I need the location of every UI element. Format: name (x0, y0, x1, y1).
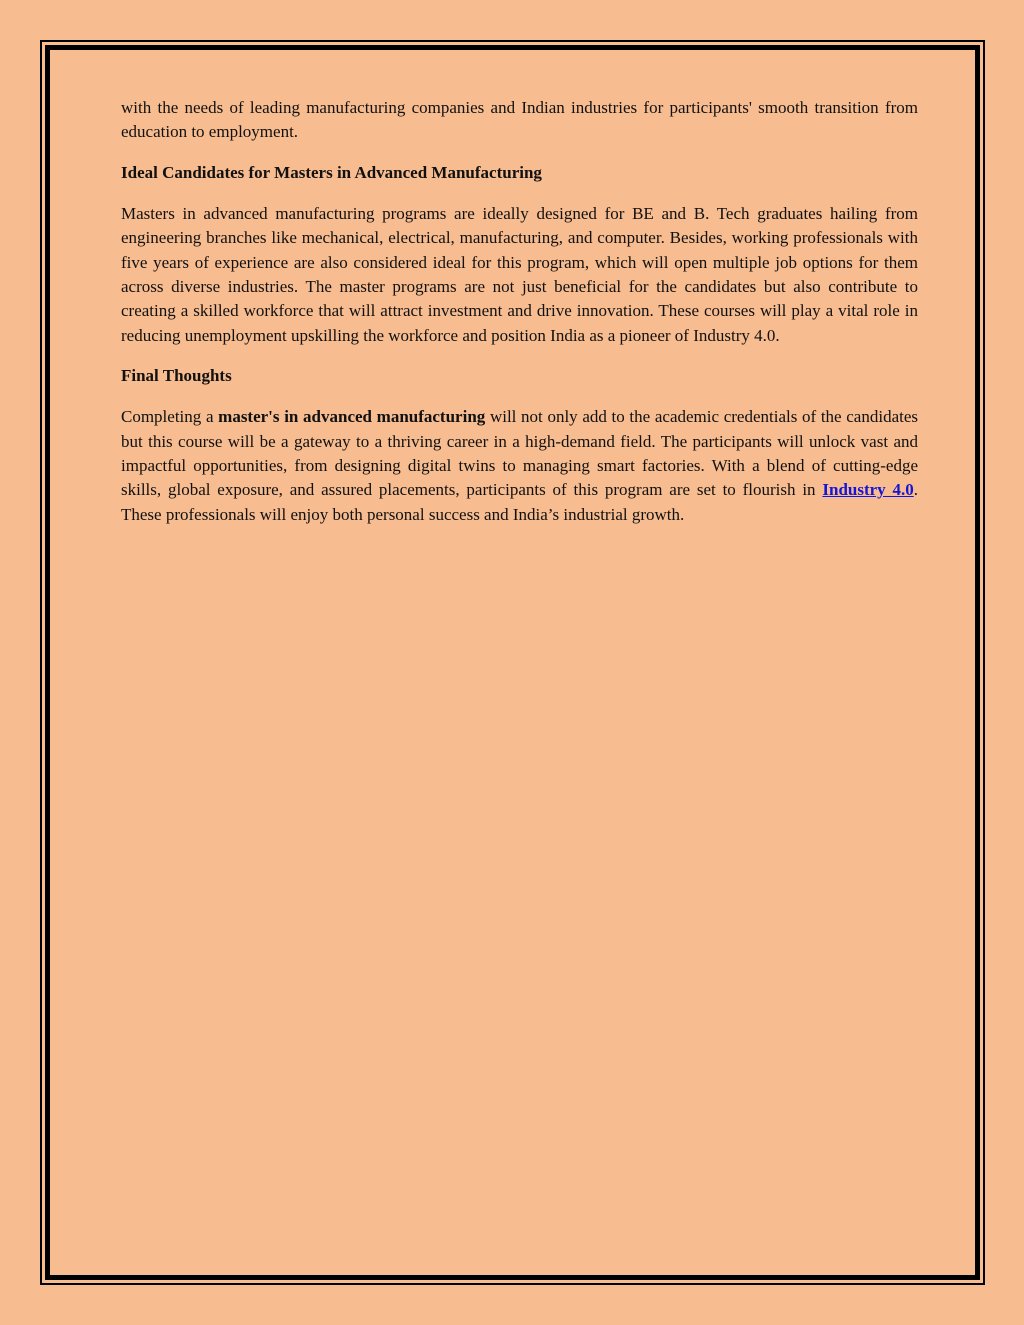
industry-4-0-link[interactable]: Industry 4.0 (822, 480, 914, 500)
final-thoughts-text-3: . These professionals will enjoy both personal success and India’s industrial growth. (121, 480, 918, 524)
intro-paragraph: with the needs of leading manufacturing companies and Indian industries for participants' smooth transition from education to employment. (121, 98, 918, 142)
masters-advanced-manufacturing-bold: master's in advanced manufacturing (218, 407, 486, 427)
ideal-candidates-paragraph: Masters in advanced manufacturing programs are ideally designed for BE and B. Tech graduates hailing from engineering branches like mechanical, electrical, manufacturing, and computer. Besides, working professionals with five years of experience are also considered ideal for this program, which will open multiple job options for them across diverse industries. The master programs are not just beneficial for the candidates but also contribute to creating a skilled workforce that will attract investment and drive innovation. These courses will play a vital role in reducing unemployment upskilling the workforce and position India as a pioneer of Industry 4.0. (121, 204, 918, 345)
final-thoughts-text-2: will not only add to the academic credentials of the candidates but this course will be a gateway to a thriving career in a high-demand field. The participants will unlock vast and impactful opportunities, from designing digital twins to managing smart factories. With a blend of cutting-edge skills, global exposure, and assured placements, participants of this program are set to flourish in (121, 407, 919, 500)
section-heading-ideal-candidates: Ideal Candidates for Masters in Advanced Manufacturing (121, 163, 542, 183)
document-body (121, 96, 918, 543)
section-heading-final-thoughts: Final Thoughts (121, 366, 232, 386)
final-thoughts-text-1: Completing a (121, 407, 219, 427)
final-thoughts-paragraph (121, 405, 918, 526)
